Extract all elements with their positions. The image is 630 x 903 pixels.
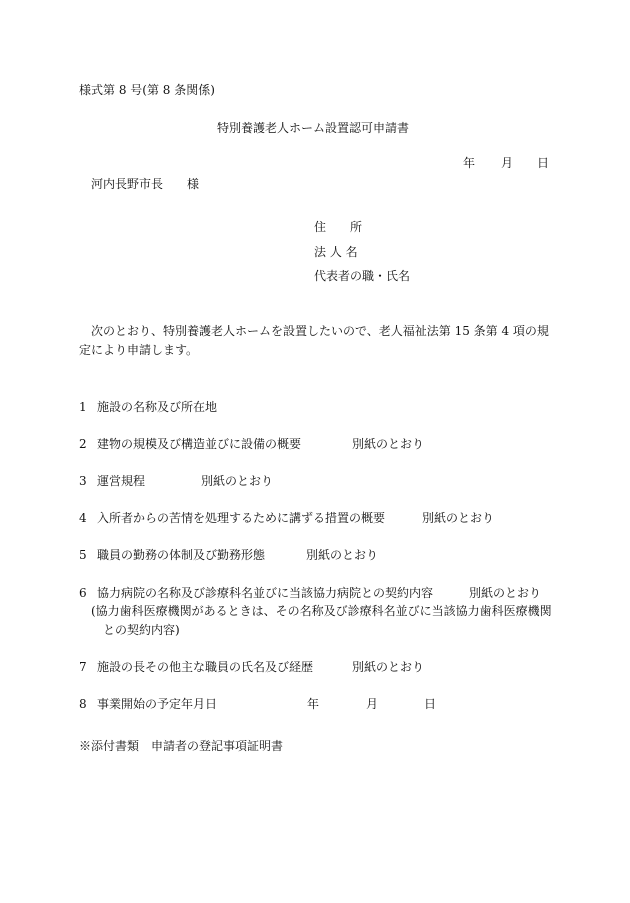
item-value: 別紙のとおり bbox=[201, 474, 274, 488]
item-label: 入所者からの苦情を処理するために講ずる措置の概要 bbox=[97, 511, 386, 525]
date-day-label: 日 bbox=[537, 156, 550, 170]
item-value: 別紙のとおり bbox=[352, 437, 425, 451]
start-month-label: 月 bbox=[366, 697, 379, 711]
item-label: 建物の規模及び構造並びに設備の概要 bbox=[97, 437, 302, 451]
item-number: 7 bbox=[79, 660, 87, 674]
date-year-label: 年 bbox=[463, 156, 476, 170]
item-label: 職員の勤務の体制及び勤務形態 bbox=[97, 548, 266, 562]
item-label: 施設の長その他主な職員の氏名及び経歴 bbox=[97, 660, 314, 674]
item-number: 3 bbox=[79, 474, 87, 488]
item-note-continued: との契約内容) bbox=[103, 623, 180, 637]
item-value: 別紙のとおり bbox=[352, 660, 425, 674]
start-day-label: 日 bbox=[424, 697, 437, 711]
applicant-corporation-label: 法 人 名 bbox=[314, 245, 358, 259]
attachments-note: ※添付書類 申請者の登記事項証明書 bbox=[79, 739, 284, 753]
item-label: 運営規程 bbox=[97, 474, 146, 488]
date-month-label: 月 bbox=[501, 156, 514, 170]
addressee: 河内長野市長 様 bbox=[91, 177, 200, 191]
start-year-label: 年 bbox=[307, 697, 320, 711]
item-label: 施設の名称及び所在地 bbox=[97, 400, 218, 414]
document-title: 特別養護老人ホーム設置認可申請書 bbox=[217, 121, 410, 135]
item-value: 別紙のとおり bbox=[306, 548, 379, 562]
item-label: 事業開始の予定年月日 bbox=[97, 697, 218, 711]
item-number: 5 bbox=[79, 548, 87, 562]
applicant-representative-label: 代表者の職・氏名 bbox=[314, 269, 411, 283]
item-number: 6 bbox=[79, 586, 87, 600]
applicant-address-label: 住 所 bbox=[314, 220, 363, 234]
form-number: 様式第 8 号(第 8 条関係) bbox=[79, 83, 215, 97]
item-note: (協力歯科医療機関があるときは、その名称及び診療科名並びに当該協力歯科医療機関 bbox=[91, 604, 552, 618]
item-number: 4 bbox=[79, 511, 87, 525]
item-number: 2 bbox=[79, 437, 87, 451]
item-value: 別紙のとおり bbox=[469, 586, 542, 600]
application-statement: 次のとおり、特別養護老人ホームを設置したいので、老人福祉法第 15 条第 4 項の規定により申請します。 bbox=[79, 324, 549, 357]
item-label: 協力病院の名称及び診療科名並びに当該協力病院との契約内容 bbox=[97, 586, 434, 600]
item-number: 1 bbox=[79, 400, 87, 414]
item-number: 8 bbox=[79, 697, 87, 711]
item-value: 別紙のとおり bbox=[422, 511, 495, 525]
